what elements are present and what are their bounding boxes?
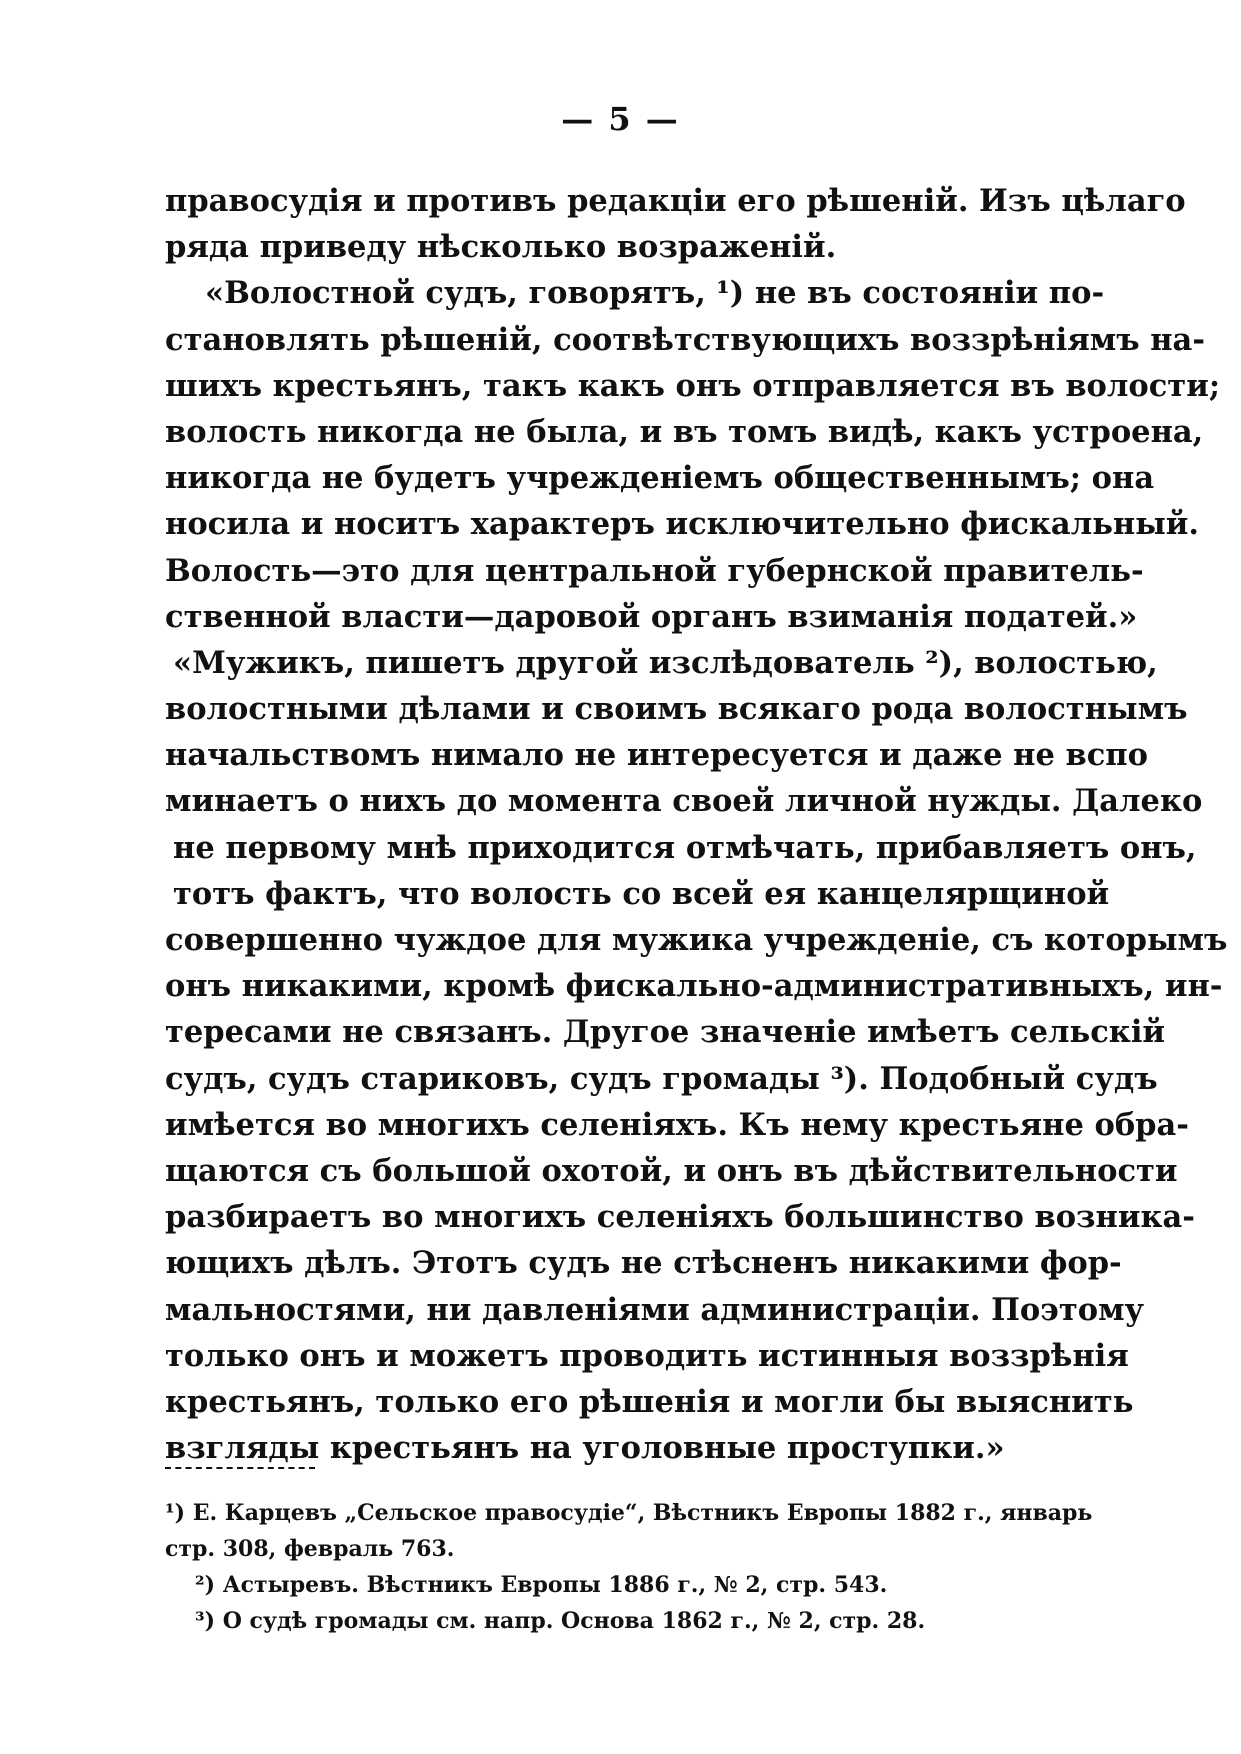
footnotes	[165, 1495, 1093, 1639]
text-line: разбираетъ во многихъ селеніяхъ большинство возника-	[165, 1199, 1195, 1236]
text-line: ственной власти—даровой органъ взиманія податей.»	[165, 598, 1138, 635]
text-line: волостными дѣлами и своимъ всякаго рода волостнымъ	[165, 691, 1188, 728]
text-line: носила и носитъ характеръ исключительно фискальный.	[165, 506, 1200, 543]
text-line: онъ никакими, кромѣ фискально-административныхъ, ин-	[165, 968, 1223, 1005]
text-line: взгляды крестьянъ на уголовные проступки.»	[165, 1430, 1005, 1467]
text-line: тересами не связанъ. Другое значеніе имѣетъ сельскій	[165, 1014, 1166, 1051]
text-line: только онъ и можетъ проводить истинныя воззрѣнія	[165, 1337, 1129, 1374]
footnote-1-continued: стр. 308, февраль 763.	[165, 1536, 455, 1562]
text-line: минаетъ о нихъ до момента своей личной нужды. Далеко	[165, 783, 1203, 820]
footnote-divider	[165, 1467, 315, 1469]
text-line: мальностями, ни давленіями администраціи. Поэтому	[165, 1291, 1145, 1328]
footnote-3: ³) О судѣ громады см. напр. Основа 1862 г., № 2, стр. 28.	[195, 1608, 926, 1634]
text-line: имѣется во многихъ селеніяхъ. Къ нему крестьяне обра-	[165, 1106, 1189, 1143]
text-line: не первому мнѣ приходится отмѣчать, прибавляетъ онъ,	[173, 829, 1197, 866]
text-line: шихъ крестьянъ, такъ какъ онъ отправляется въ волости;	[165, 367, 1221, 404]
text-line: тотъ фактъ, что волость со всей ея канцелярщиной	[173, 875, 1110, 912]
footnote-1: ¹) Е. Карцевъ „Сельское правосудіе“, Вѣстникъ Европы 1882 г., январь	[165, 1500, 1093, 1526]
text-line: «Мужикъ, пишетъ другой изслѣдователь ²), волостью,	[173, 644, 1158, 681]
text-line: правосудія и противъ редакціи его рѣшеній. Изъ цѣлаго	[165, 183, 1186, 219]
page-number: — 5 —	[561, 100, 680, 138]
text-line: волость никогда не была, и въ томъ видѣ, какъ устроена,	[165, 413, 1204, 450]
text-line: ющихъ дѣлъ. Этотъ судъ не стѣсненъ никакими фор-	[165, 1245, 1122, 1282]
text-line: Волость—это для центральной губернской правитель-	[165, 552, 1144, 589]
text-line: ряда приведу нѣсколько возраженій.	[165, 229, 837, 266]
text-line: крестьянъ, только его рѣшенія и могли бы выяснить	[165, 1383, 1134, 1420]
footnote-2: ²) Астыревъ. Вѣстникъ Европы 1886 г., № 2, стр. 543.	[195, 1572, 888, 1598]
text-line: становлять рѣшеній, соотвѣтствующихъ воззрѣніямъ на-	[165, 321, 1205, 358]
body-text	[165, 178, 1228, 1471]
text-line: начальствомъ нимало не интересуется и даже не вспо	[165, 737, 1148, 774]
text-line: совершенно чуждое для мужика учрежденіе, съ которымъ	[165, 922, 1228, 958]
text-line: «Волостной судъ, говорятъ, ¹) не въ состояніи по-	[205, 275, 1105, 312]
text-line: судъ, судъ стариковъ, судъ громады ³). Подобный судъ	[165, 1060, 1158, 1097]
text-line: никогда не будетъ учрежденіемъ общественнымъ; она	[165, 460, 1155, 497]
text-line: щаются съ большой охотой, и онъ въ дѣйствительности	[165, 1152, 1178, 1189]
